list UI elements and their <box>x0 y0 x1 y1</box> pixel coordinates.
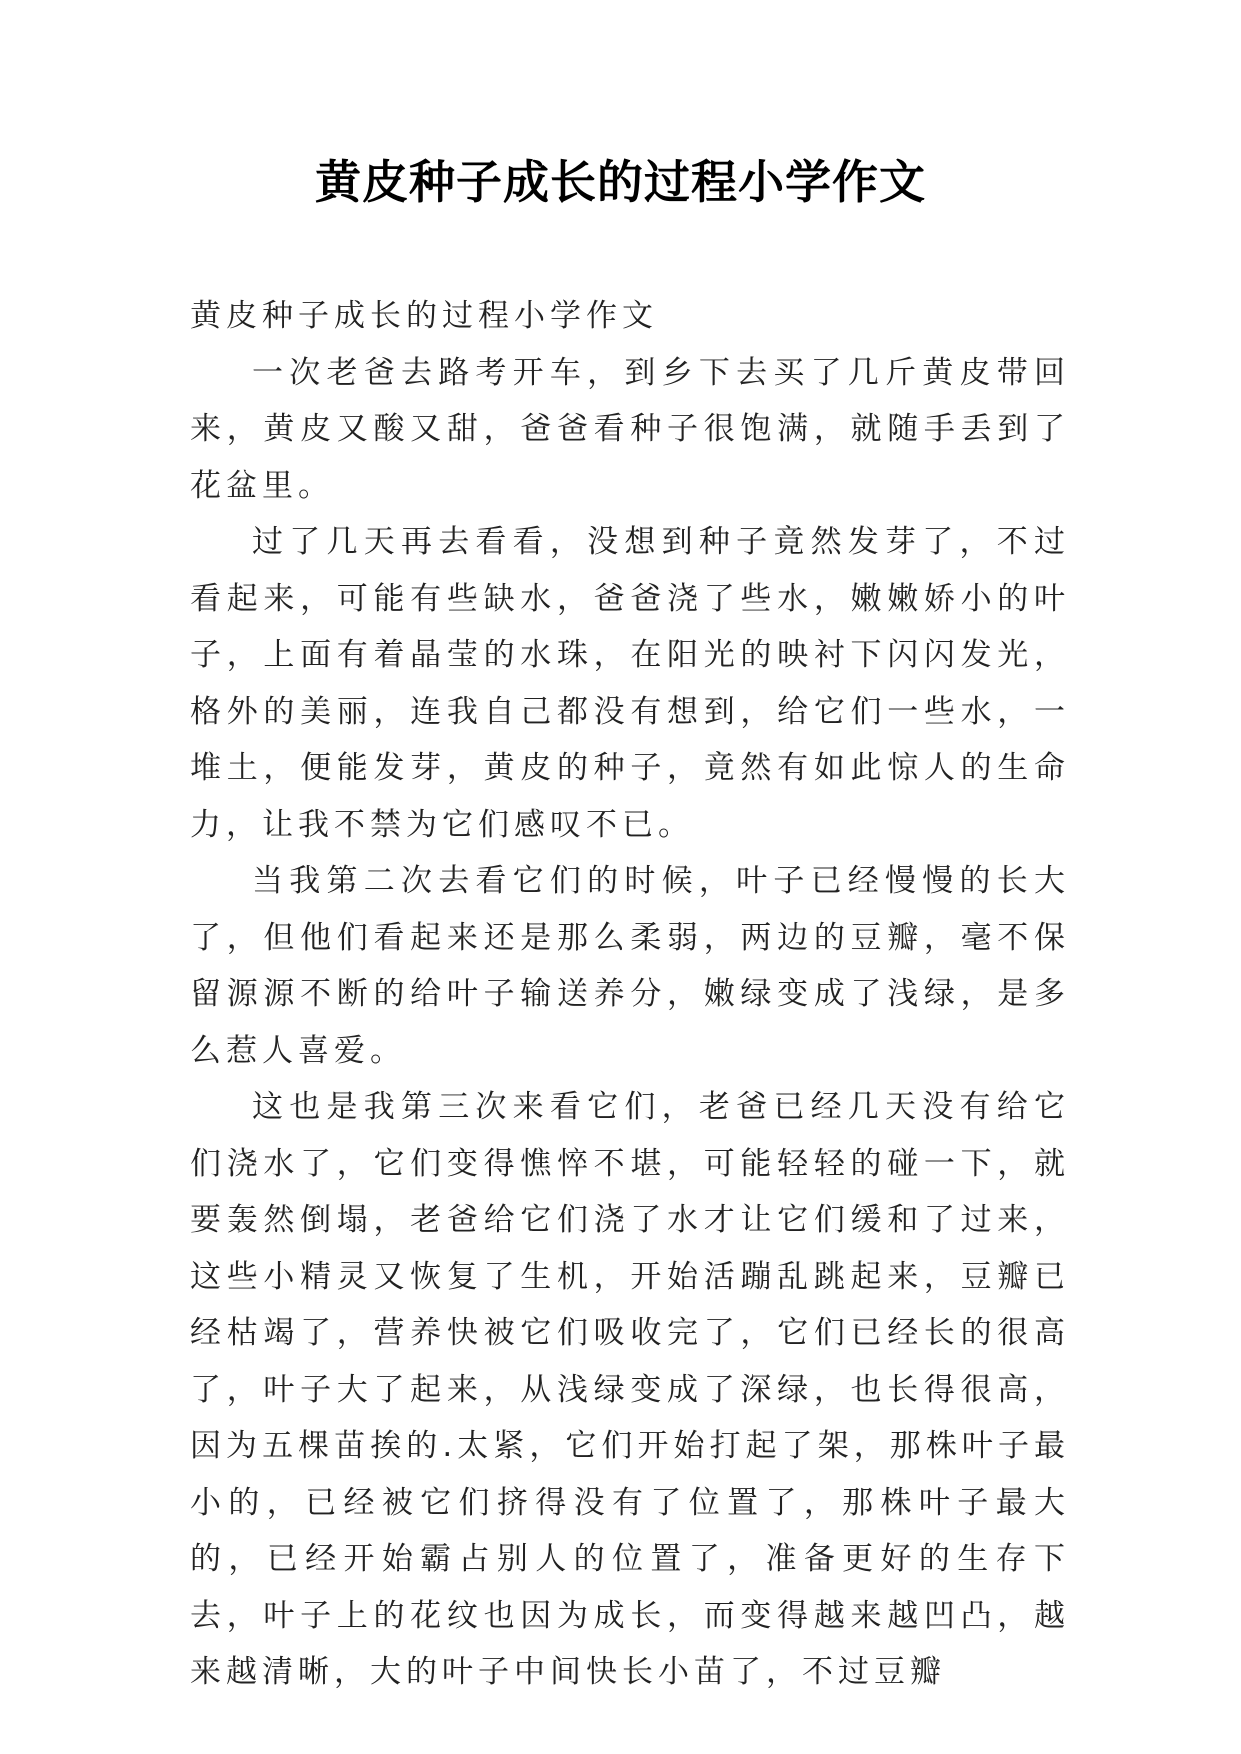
paragraph-4: 这也是我第三次来看它们，老爸已经几天没有给它们浇水了，它们变得憔悴不堪，可能轻轻的碰一下，就要轰然倒塌，老爸给它们浇了水才让它们缓和了过来，这些小精灵又恢复了生机，开始活蹦乱跳起来，豆瓣已经枯竭了，营养快被它们吸收完了，它们已经长的很高了，叶子大了起来，从浅绿变成了深绿，也长得很高，因为五棵苗挨的.太紧，它们开始打起了架，那株叶子最小的，已经被它们挤得没有了位置了，那株叶子最大的，已经开始霸占别人的位置了，准备更好的生存下去，叶子上的花纹也因为成长，而变得越来越凹凸，越来越清晰，大的叶子中间快长小苗了，不过豆瓣 <box>190 1089 1070 1690</box>
document-subtitle: 黄皮种子成长的过程小学作文 <box>190 298 658 334</box>
document-body <box>190 288 1070 1701</box>
paragraph-3: 当我第二次去看它们的时候，叶子已经慢慢的长大了，但他们看起来还是那么柔弱，两边的豆瓣，毫不保留源源不断的给叶子输送养分，嫩绿变成了浅绿，是多么惹人喜爱。 <box>190 863 1070 1069</box>
paragraph-1: 一次老爸去路考开车，到乡下去买了几斤黄皮带回来，黄皮又酸又甜，爸爸看种子很饱满，就随手丢到了花盆里。 <box>190 354 1070 504</box>
paragraph-2: 过了几天再去看看，没想到种子竟然发芽了，不过看起来，可能有些缺水，爸爸浇了些水，嫩嫩娇小的叶子，上面有着晶莹的水珠，在阳光的映衬下闪闪发光，格外的美丽，连我自己都没有想到，给它们一些水，一堆土，便能发芽，黄皮的种子，竟然有如此惊人的生命力，让我不禁为它们感叹不已。 <box>190 524 1070 843</box>
document-title: 黄皮种子成长的过程小学作文 <box>315 155 926 209</box>
